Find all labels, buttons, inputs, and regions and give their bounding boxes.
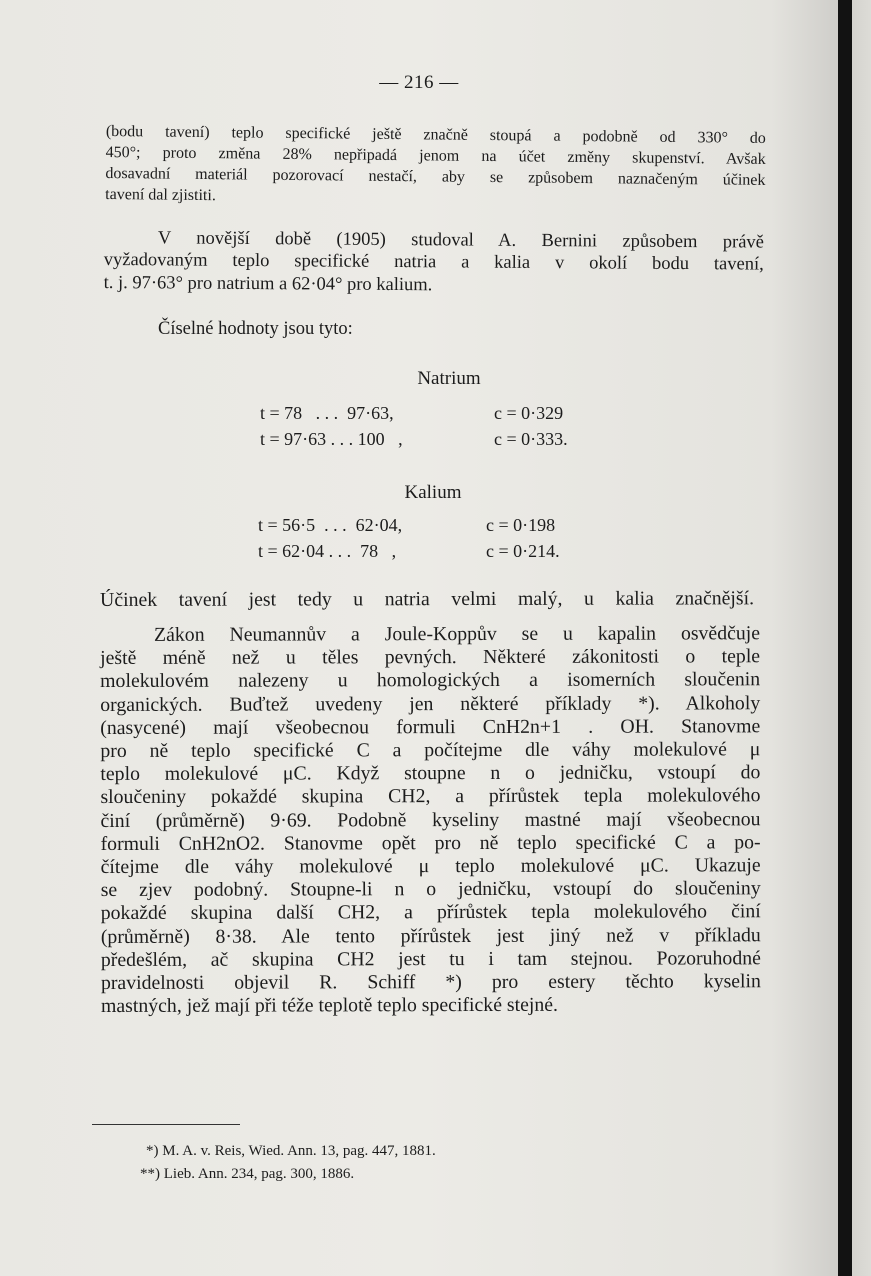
footnote-1: *) M. A. v. Reis, Wied. Ann. 13, pag. 447, 1881.	[146, 1143, 436, 1159]
text-line: činí (průměrně) 9·69. Podobně kyseliny mastné mají všeobecnou	[100, 807, 761, 832]
text-line: tavení dal zjistiti.	[105, 185, 216, 205]
text-line: se zjev podobný. Stoupne-li n o jedničku, vstoupí do sloučeniny	[100, 877, 761, 902]
natrium-row-1-range: t = 78 . . . 97·63,	[260, 403, 394, 423]
text-line: (bodu tavení) teplo specifické ještě značně stoupá a podobně od 330° do	[105, 122, 766, 147]
text-line: (nasycené) mají všeobecnou formuli CnH2n+1 . OH. Stanovme	[100, 715, 761, 739]
text-line: Zákon Neumannův a Joule-Koppův se u kapalin osvědčuje	[153, 622, 761, 646]
natrium-heading: Natrium	[417, 368, 481, 389]
kalium-row-1-value: c = 0·198	[486, 515, 556, 535]
footnote-divider	[92, 1124, 240, 1125]
natrium-row-2-range: t = 97·63 . . . 100 ,	[260, 429, 403, 449]
intro-paragraph	[105, 121, 766, 212]
text-line: 450°; proto změna 28% nepřipadá jenom na účet změny skupenství. Avšak	[105, 143, 766, 168]
natrium-row-1-value: c = 0·329	[494, 403, 564, 423]
text-line: vyžadovaným teplo specifické natria a kalia v okolí bodu tavení,	[103, 250, 764, 275]
kalium-row-1-range: t = 56·5 . . . 62·04,	[258, 515, 403, 535]
next-page-edge	[852, 0, 871, 1276]
text-line: (průměrně) 8·38. Ale tento přírůstek jest jiný než v příkladu	[100, 923, 761, 948]
text-line: molekulovém nalezeny u homologických a isomerních sloučenin	[100, 668, 761, 693]
text-line: formuli CnH2nO2. Stanovme opět pro ně teplo specifické C a po-	[100, 831, 761, 855]
natrium-row-2-value: c = 0·333.	[494, 429, 568, 449]
values-intro: Číselné hodnoty jsou tyto:	[158, 319, 353, 339]
text-line: dosavadní materiál pozorovací nestačí, aby se způsobem naznačeným účinek	[105, 164, 766, 189]
footnote-2: **) Lieb. Ann. 234, pag. 300, 1886.	[140, 1166, 355, 1182]
text-line: čítejme dle váhy molekulové μ teplo molekulové μC. Ukazuje	[100, 854, 761, 879]
conclusion: Účinek tavení jest tedy u natria velmi malý, u kalia značnější.	[100, 587, 755, 611]
text-line: pravidelnosti objevil R. Schiff *) pro estery těchto kyselin	[100, 970, 761, 995]
text-line: V novější době (1905) studoval A. Bernini způsobem právě	[157, 228, 764, 253]
text-line: předešlém, ač skupina CH2 jest tu i tam stejnou. Pozoruhodné	[100, 947, 761, 971]
text-line: organických. Buďtež uvedeny jen některé příklady *). Alkoholy	[100, 691, 761, 716]
main-paragraph	[100, 622, 761, 1018]
text-line: sloučeniny pokaždé skupina CH2, a přírůstek tepla molekulového	[100, 784, 761, 809]
text-line: pro ně teplo specifické C a počítejme dle váhy molekulové μ	[100, 738, 761, 763]
text-line: t. j. 97·63° pro natrium a 62·04° pro kalium.	[103, 272, 433, 295]
text-line: pokaždé skupina další CH2, a přírůstek tepla molekulového činí	[100, 900, 761, 925]
text-line: mastných, jež mají při téže teplotě teplo specifické stejné.	[100, 994, 559, 1018]
page-number: — 216 —	[379, 72, 459, 93]
book-spine-shadow	[838, 0, 852, 1276]
kalium-heading: Kalium	[404, 482, 462, 503]
kalium-row-2-value: c = 0·214.	[486, 541, 560, 561]
bernini-paragraph	[104, 227, 764, 298]
text-line: teplo molekulové μC. Když stoupne n o jedničku, vstoupí do	[100, 761, 761, 786]
text-line: ještě méně než u těles pevných. Některé zákonitosti o teple	[100, 645, 761, 670]
kalium-row-2-range: t = 62·04 . . . 78 ,	[258, 541, 397, 561]
